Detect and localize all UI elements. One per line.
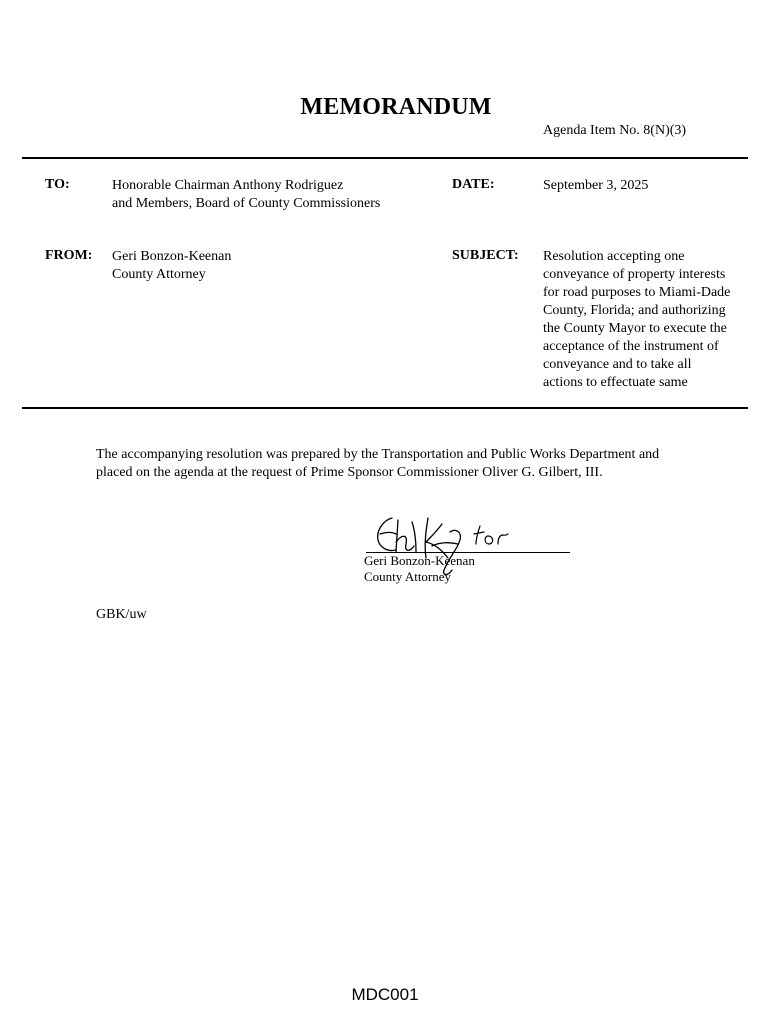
from-label: FROM: [45, 248, 93, 263]
subject-line: conveyance of property interests [543, 267, 726, 282]
from-line: County Attorney [112, 267, 206, 282]
to-line: Honorable Chairman Anthony Rodriguez [112, 178, 344, 193]
body-paragraph [96, 446, 736, 482]
signatory-name: Geri Bonzon-Keenan [364, 553, 475, 568]
from-value [112, 248, 231, 284]
typist-initials: GBK/uw [96, 607, 147, 622]
subject-line: Resolution accepting one [543, 249, 685, 264]
from-line: Geri Bonzon-Keenan [112, 249, 232, 264]
subject-label: SUBJECT: [452, 248, 519, 263]
paragraph-line: The accompanying resolution was prepared by the Transportation and Public Works Department and [96, 447, 660, 462]
header-divider [22, 157, 748, 159]
memo-title: MEMORANDUM [300, 94, 492, 120]
to-line: and Members, Board of County Commissioners [112, 196, 381, 211]
subject-line: acceptance of the instrument of [543, 339, 719, 354]
subject-line: for road purposes to Miami-Dade [543, 285, 731, 300]
signature-for-note [472, 522, 512, 548]
paragraph-line: placed on the agenda at the request of Prime Sponsor Commissioner Oliver G. Gilbert, III. [96, 465, 603, 480]
agenda-item-number: Agenda Item No. 8(N)(3) [543, 123, 687, 138]
subject-line: actions to effectuate same [543, 375, 688, 390]
signatory-block [364, 553, 475, 585]
subject-line: the County Mayor to execute the [543, 321, 727, 336]
signatory-title: County Attorney [364, 569, 452, 584]
date-label: DATE: [452, 177, 495, 192]
to-label: TO: [45, 177, 70, 192]
subject-line: County, Florida; and authorizing [543, 303, 726, 318]
date-value: September 3, 2025 [543, 178, 649, 193]
footer-code: MDC001 [351, 985, 419, 1004]
fields-divider [22, 407, 748, 409]
subject-line: conveyance and to take all [543, 357, 692, 372]
to-value [112, 177, 432, 213]
subject-value [543, 248, 753, 392]
